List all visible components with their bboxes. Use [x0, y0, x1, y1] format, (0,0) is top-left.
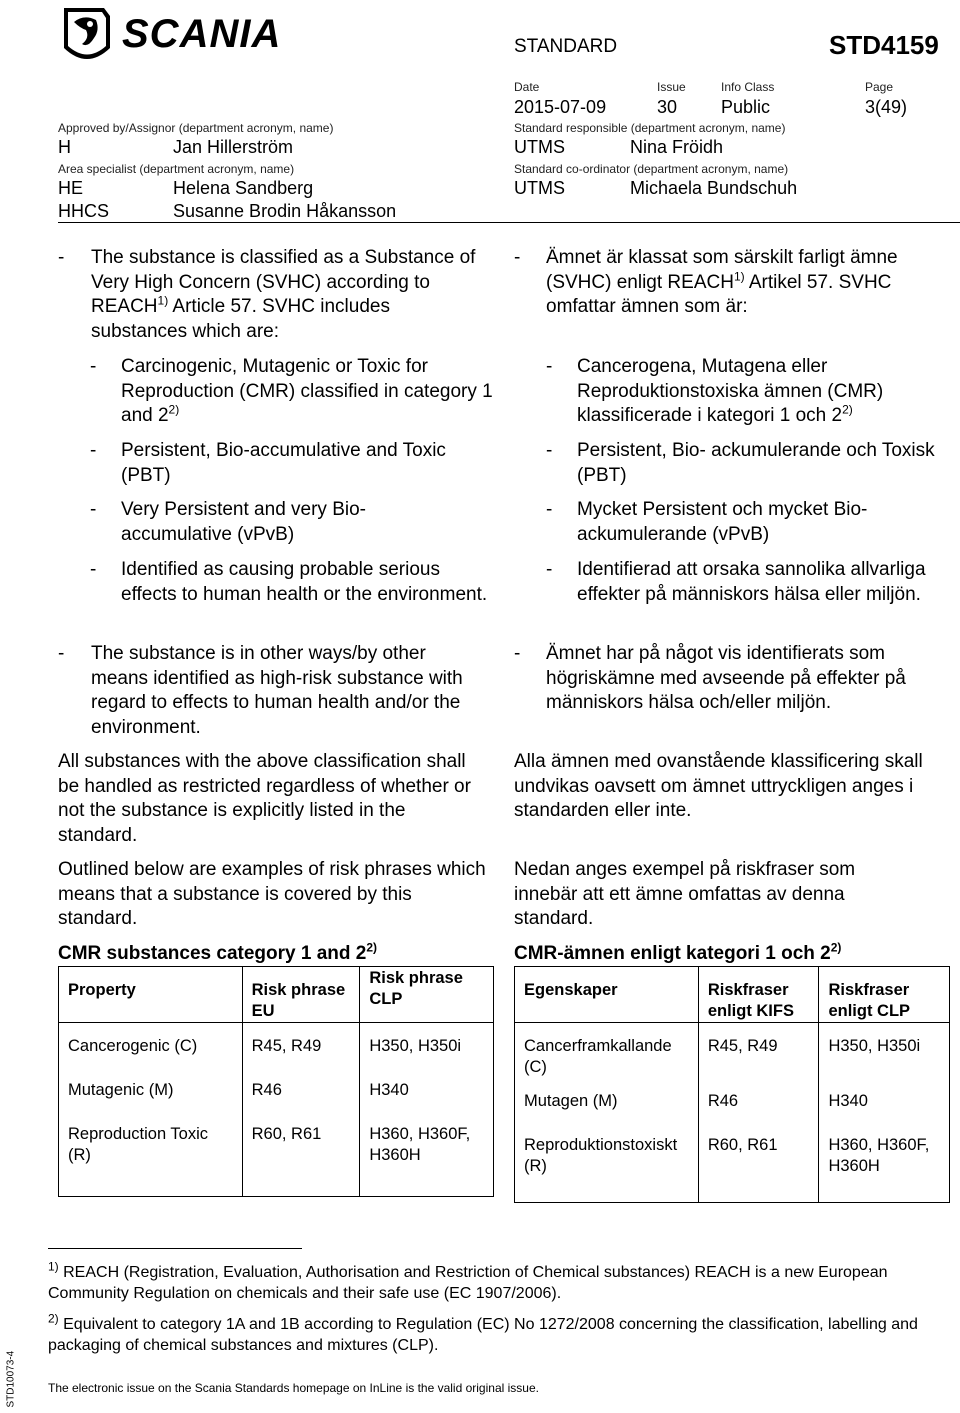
dash-marker: -: [546, 499, 553, 520]
date-label: Date: [514, 80, 540, 94]
cell: R46: [698, 1078, 819, 1122]
scania-logo: [60, 4, 335, 66]
sv-sub-pbt: [546, 439, 956, 488]
table-row: [515, 1078, 950, 1122]
en-sub-cmr-text: Carcinogenic, Mutagenic or Toxic for Reproduction (CMR) classified in category 1 and 2$^{2)}$: [121, 356, 493, 426]
cell: R46: [242, 1067, 360, 1111]
table-row: [59, 1067, 494, 1111]
th-property: Property: [59, 967, 243, 1023]
th-egenskaper: Egenskaper: [515, 967, 699, 1023]
sv-sub-vpvb-text: Mycket Persistent och mycket Bio-ackumulerande (vPvB): [577, 499, 868, 545]
cell: Cancerogenic (C): [59, 1023, 243, 1067]
sv-sub-vpvb: [546, 498, 906, 547]
dash-marker: -: [90, 499, 97, 520]
en-bullet-svhc: [58, 246, 478, 344]
responsible-label: Standard responsible (department acronym, name): [514, 121, 786, 135]
footnote-1: $^{1)}$ REACH (Registration, Evaluation, Authorisation and Restriction of Chemical substances) REACH is a new European Community Regulation on chemicals and their safe use (EC 1907/2006).: [48, 1259, 888, 1302]
table-row: [515, 1122, 950, 1202]
dash-marker: -: [514, 643, 521, 664]
sv-sub-cmr: [546, 355, 956, 429]
form-id: STD10073-4: [5, 1350, 17, 1408]
header-rule: [58, 222, 960, 223]
dash-marker: -: [546, 356, 553, 377]
sv-bullet-other: [514, 642, 954, 716]
en-sub-identified: [90, 558, 500, 607]
issue-value: 30: [657, 97, 678, 117]
issue-label: Issue: [657, 80, 686, 94]
en-sub-vpvb: [90, 498, 420, 547]
sv-sub-identified: [546, 558, 956, 607]
approved-label: Approved by/Assignor (department acronym, name): [58, 121, 334, 135]
en-sub-vpvb-text: Very Persistent and very Bio-accumulative (vPvB): [121, 499, 366, 545]
dash-marker: -: [546, 440, 553, 461]
th-riskfraser-kifs: Riskfraser enligt KIFS: [698, 967, 819, 1023]
responsible-dept: UTMS: [514, 137, 565, 157]
cell: Reproduction Toxic (R): [59, 1111, 243, 1197]
table-row: [59, 1111, 494, 1197]
en-sub-cmr: [90, 355, 500, 429]
sv-risk-phrase-table: [514, 966, 950, 1203]
cell: R60, R61: [698, 1122, 819, 1202]
dash-marker: -: [514, 247, 521, 268]
sv-bullet-other-text: Ämnet har på något vis identifierats som högriskämne med avseende på effekter på människors hälsa och/eller miljön.: [546, 643, 906, 713]
cell: R60, R61: [242, 1111, 360, 1197]
th-risk-eu: Risk phrase EU: [242, 967, 360, 1023]
area-specialist-label: Area specialist (department acronym, name): [58, 162, 295, 176]
cell: H340: [360, 1067, 494, 1111]
table-row: [515, 1023, 950, 1079]
en-paragraph-restricted: All substances with the above classification shall be handled as restricted regardless of whether or not the substance is explicitly listed in the standard.: [58, 751, 471, 846]
cell: Mutagen (M): [515, 1078, 699, 1122]
info-class-label: Info Class: [721, 80, 775, 94]
sv-bullet-svhc: [514, 246, 954, 320]
table-header-row: [515, 967, 950, 1023]
footnote-rule: [48, 1248, 302, 1249]
th-risk-clp: Risk phrase CLP: [360, 967, 494, 1023]
en-table-heading: CMR substances category 1 and 2$^{2)}$: [58, 940, 377, 964]
dash-marker: -: [58, 643, 65, 664]
en-bullet-svhc-text: The substance is classified as a Substance of Very High Concern (SVHC) according to REACH$^{1)}$ Article 57. SVHC includes substances which are:: [91, 247, 476, 342]
sv-table-heading: CMR-ämnen enligt kategori 1 och 2$^{2)}$: [514, 940, 842, 964]
brand-wordmark: SCANIA: [122, 12, 282, 56]
sv-sub-pbt-text: Persistent, Bio- ackumulerande och Toxisk (PBT): [577, 440, 935, 486]
dash-marker: -: [58, 247, 65, 268]
coordinator-label: Standard co-ordinator (department acronym, name): [514, 162, 789, 176]
dash-marker: -: [90, 356, 97, 377]
area-specialist-1-name: Helena Sandberg: [173, 178, 314, 198]
cell: H350, H350i: [819, 1023, 950, 1079]
sv-sub-identified-text: Identifierad att orsaka sannolika allvarliga effekter på människors hälsa eller miljön.: [577, 559, 926, 605]
sv-paragraph-restricted: Alla ämnen med ovanstående klassificering skall undvikas oavsett om ämnet uttryckligen anges i standarden eller inte.: [514, 751, 923, 821]
cell: H360, H360F, H360H: [819, 1122, 950, 1202]
en-sub-pbt: [90, 439, 500, 488]
cell: Cancerframkallande (C): [515, 1023, 699, 1079]
table-header-row: [59, 967, 494, 1023]
area-specialist-2-name: Susanne Brodin Håkansson: [173, 201, 397, 221]
cell: H360, H360F, H360H: [360, 1111, 494, 1197]
cell: R45, R49: [698, 1023, 819, 1079]
en-bullet-other: [58, 642, 488, 740]
approved-name: Jan Hillerström: [173, 137, 294, 157]
area-specialist-1-dept: HE: [58, 178, 84, 198]
page-label: Page: [865, 80, 894, 94]
footnote-2: $^{2)}$ Equivalent to category 1A and 1B according to Regulation (EC) No 1272/2008 concerning the classification, labelling and packaging of chemical substances and mixtures (CLP).: [48, 1311, 918, 1354]
info-class-value: Public: [721, 97, 771, 117]
en-risk-phrase-table: [58, 966, 494, 1197]
sv-paragraph-examples: Nedan anges exempel på riskfraser som innebär att ett ämne omfattas av denna standard.: [514, 859, 856, 929]
doc-kind: STANDARD: [514, 36, 618, 57]
approved-dept: H: [58, 137, 71, 157]
responsible-name: Nina Fröidh: [630, 137, 724, 157]
th-riskfraser-clp: Riskfraser enligt CLP: [819, 967, 950, 1023]
en-paragraph-examples: Outlined below are examples of risk phrases which means that a substance is covered by this standard.: [58, 859, 486, 929]
sv-bullet-svhc-text: Ämnet är klassat som särskilt farligt ämne (SVHC) enligt REACH$^{1)}$ Artikel 57. SVHC omfattar ämnen som är:: [546, 247, 898, 317]
en-bullet-other-text: The substance is in other ways/by other means identified as high-risk substance with regard to effects to human health and/or the environment.: [91, 643, 463, 738]
footer-notice: The electronic issue on the Scania Standards homepage on InLine is the valid original issue.: [48, 1381, 539, 1395]
table-row: [59, 1023, 494, 1067]
cell: Mutagenic (M): [59, 1067, 243, 1111]
cell: H350, H350i: [360, 1023, 494, 1067]
coordinator-dept: UTMS: [514, 178, 565, 198]
cell: R45, R49: [242, 1023, 360, 1067]
sv-sub-cmr-text: Cancerogena, Mutagena eller Reproduktionstoxiska ämnen (CMR) klassificerade i kategori 1 och 2$^{2)}$: [577, 356, 884, 426]
en-sub-pbt-text: Persistent, Bio-accumulative and Toxic (PBT): [121, 440, 446, 486]
doc-number: STD4159: [829, 30, 939, 60]
page-value: 3(49): [865, 97, 908, 117]
en-sub-identified-text: Identified as causing probable serious effects to human health or the environment.: [121, 559, 488, 605]
coordinator-name: Michaela Bundschuh: [630, 178, 798, 198]
dash-marker: -: [90, 559, 97, 580]
cell: Reproduktionstoxiskt (R): [515, 1122, 699, 1202]
area-specialist-2-dept: HHCS: [58, 201, 110, 221]
date-value: 2015-07-09: [514, 97, 607, 117]
dash-marker: -: [90, 440, 97, 461]
cell: H340: [819, 1078, 950, 1122]
dash-marker: -: [546, 559, 553, 580]
